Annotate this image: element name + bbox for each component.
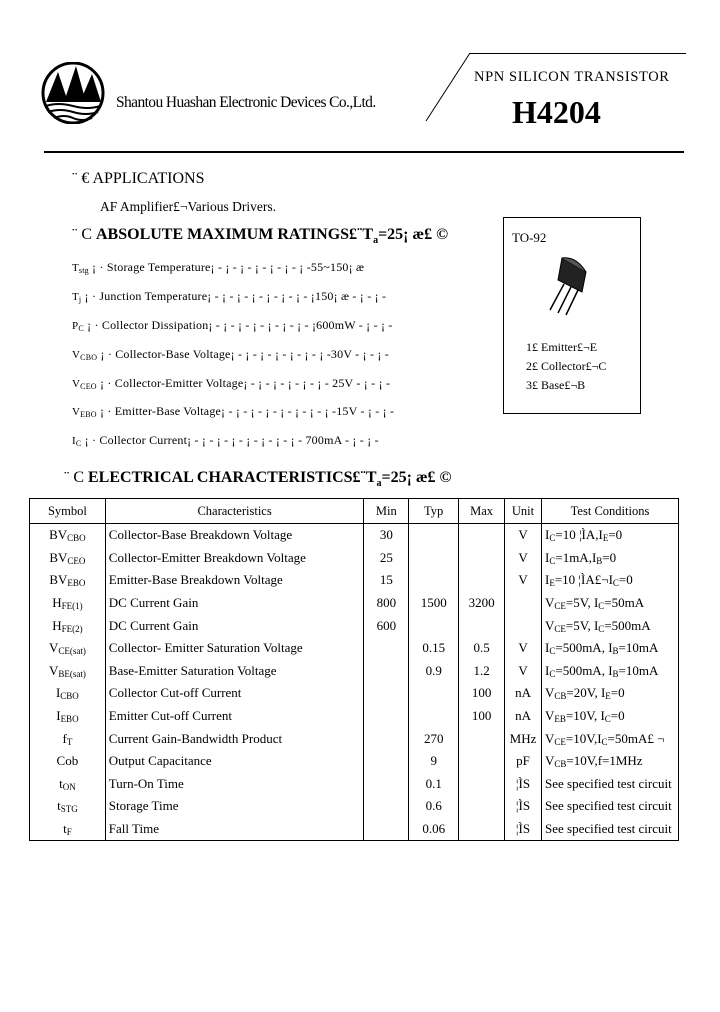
cell-symbol: $t_{ON}$ xyxy=(30,773,106,796)
cell-typ xyxy=(409,569,459,592)
table-row xyxy=(30,660,679,683)
rating-symbol-sub: C xyxy=(78,324,84,333)
table-row xyxy=(30,727,679,750)
cell-test-conditions: $I_C=500mA$, $I_B=10mA$ xyxy=(542,637,679,660)
cell-test-conditions: $V_{CB}=10V,f=1MHz$ xyxy=(542,750,679,773)
cell-symbol: $t_F$ xyxy=(30,818,106,841)
cell-unit: ¦ÌS xyxy=(505,795,542,818)
heading-text: APPLICATIONS xyxy=(92,170,205,187)
cell-characteristic: Base-Emitter Saturation Voltage xyxy=(105,660,364,683)
rating-symbol: T xyxy=(72,291,79,303)
cell-min xyxy=(364,773,409,796)
table-row xyxy=(30,818,679,841)
cell-typ: 0.9 xyxy=(409,660,459,683)
cell-unit xyxy=(505,592,542,615)
rating-symbol-sub: j xyxy=(78,295,82,304)
cell-test-conditions: $V_{EB}=10V$, $I_C=0$ xyxy=(542,705,679,728)
cell-characteristic: DC Current Gain xyxy=(105,592,364,615)
title-divider xyxy=(418,53,478,123)
cell-symbol: $t_{STG}$ xyxy=(30,795,106,818)
rating-symbol: V xyxy=(72,349,81,361)
cell-characteristic: DC Current Gain xyxy=(105,614,364,637)
cell-test-conditions: $V_{CE}=10V,I_C=50mA£$ ¬ xyxy=(542,727,679,750)
rating-marks: ¡ · xyxy=(81,433,100,447)
table-row xyxy=(30,569,679,592)
cell-characteristic: Collector-Emitter Breakdown Voltage xyxy=(105,547,364,570)
header-divider xyxy=(44,151,684,153)
table-row xyxy=(30,637,679,660)
rating-symbol-sub: EBO xyxy=(80,410,97,419)
electrical-table xyxy=(29,498,679,841)
cell-unit: V xyxy=(505,637,542,660)
table-row xyxy=(30,795,679,818)
cell-max: 3200 xyxy=(459,592,505,615)
cell-unit: MHz xyxy=(505,727,542,750)
cell-max xyxy=(459,795,505,818)
cell-max xyxy=(459,750,505,773)
cell-unit: ¦ÌS xyxy=(505,773,542,796)
cell-unit: V xyxy=(505,569,542,592)
cell-max: 100 xyxy=(459,705,505,728)
transistor-icon xyxy=(542,252,602,316)
rating-symbol-sub: stg xyxy=(78,266,89,275)
cell-min: 30 xyxy=(364,524,409,547)
cell-symbol: $BV_{CEO}$ xyxy=(30,547,106,570)
cell-max xyxy=(459,818,505,841)
cell-min xyxy=(364,660,409,683)
cell-unit: V xyxy=(505,547,542,570)
company-name: Shantou Huashan Electronic Devices Co.,Ltd. xyxy=(116,94,376,111)
rating-text: Collector Dissipation¡ - ¡ - ¡ - ¡ - ¡ - ¡ - ¡ - ¡600mW - ¡ - ¡ - xyxy=(101,318,393,332)
cell-min xyxy=(364,682,409,705)
cell-min xyxy=(364,750,409,773)
rating-text: Junction Temperature¡ - ¡ - ¡ - ¡ - ¡ - ¡ - ¡ - ¡150¡ æ - ¡ - ¡ - xyxy=(99,289,387,303)
heading-text: ABSOLUTE MAXIMUM $RATINGS£¨T_a=25¡$ æ£ © xyxy=(96,226,449,247)
table-row xyxy=(30,682,679,705)
package-box xyxy=(503,217,641,414)
rating-marks: ¡ · xyxy=(81,289,100,303)
heading-bullet: ¨ € xyxy=(72,170,90,187)
cell-min xyxy=(364,727,409,750)
rating-text: Emitter-Base Voltage¡ - ¡ - ¡ - ¡ - ¡ - ¡ - ¡ - ¡ -15V - ¡ - ¡ - xyxy=(114,404,395,418)
rating-symbol-sub: C xyxy=(75,439,82,448)
cell-max xyxy=(459,773,505,796)
applications-heading xyxy=(72,170,204,188)
rating-text: Collector Current¡ - ¡ - ¡ - ¡ - ¡ - ¡ - ¡ - ¡ - 700mA - ¡ - ¡ - xyxy=(99,433,379,447)
cell-min: 800 xyxy=(364,592,409,615)
heading-bullet: ¨ C xyxy=(64,469,84,486)
rating-text: Storage Temperature¡ - ¡ - ¡ - ¡ - ¡ - ¡ - ¡ -55~150¡ æ xyxy=(106,260,365,274)
rating-text: Collector-Emitter Voltage¡ - ¡ - ¡ - ¡ - ¡ - ¡ - 25V - ¡ - ¡ - xyxy=(114,376,391,390)
cell-max: 1.2 xyxy=(459,660,505,683)
rating-line xyxy=(72,404,394,419)
cell-symbol: $I_{EBO}$ xyxy=(30,705,106,728)
cell-unit: V xyxy=(505,660,542,683)
pin-3: 3£ Base£¬B xyxy=(526,378,586,392)
cell-max xyxy=(459,524,505,547)
applications-text: AF Amplifier£¬Various Drivers. xyxy=(100,199,276,214)
table-header-row xyxy=(30,499,679,524)
cell-unit: V xyxy=(505,524,542,547)
rating-line xyxy=(72,347,389,362)
cell-symbol: Cob xyxy=(30,750,106,773)
table-row xyxy=(30,614,679,637)
cell-characteristic: Collector Cut-off Current xyxy=(105,682,364,705)
heading-text: ELECTRICAL $CHARACTERISTICS£¨T_a=25¡$ æ£ © xyxy=(88,469,452,490)
table-row xyxy=(30,592,679,615)
title-rule xyxy=(470,53,686,54)
cell-min xyxy=(364,637,409,660)
rating-line xyxy=(72,376,390,391)
cell-typ: 270 xyxy=(409,727,459,750)
table-row xyxy=(30,773,679,796)
cell-characteristic: Current Gain-Bandwidth Product xyxy=(105,727,364,750)
rating-marks: ¡ · xyxy=(97,347,116,361)
col-max: Max xyxy=(459,499,505,524)
rating-line xyxy=(72,433,379,448)
col-min: Min xyxy=(364,499,409,524)
cell-unit: nA xyxy=(505,705,542,728)
table-row xyxy=(30,524,679,547)
table-row xyxy=(30,750,679,773)
cell-characteristic: Storage Time xyxy=(105,795,364,818)
cell-test-conditions: See specified test circuit xyxy=(542,818,679,841)
cell-min: 600 xyxy=(364,614,409,637)
cell-test-conditions: $I_C=10$ $¦ÌA,I_E=0$ xyxy=(542,524,679,547)
rating-text: Collector-Base Voltage¡ - ¡ - ¡ - ¡ - ¡ - ¡ - ¡ -30V - ¡ - ¡ - xyxy=(115,347,389,361)
rating-symbol: I xyxy=(72,435,76,447)
cell-characteristic: Fall Time xyxy=(105,818,364,841)
col-test-conditions: Test Conditions xyxy=(542,499,679,524)
cell-unit: pF xyxy=(505,750,542,773)
company-logo xyxy=(38,62,108,124)
cell-max xyxy=(459,614,505,637)
cell-typ: 9 xyxy=(409,750,459,773)
cell-symbol: $BV_{CBO}$ xyxy=(30,524,106,547)
cell-symbol: $H_{FE(2)}$ xyxy=(30,614,106,637)
cell-characteristic: Collector-Base Breakdown Voltage xyxy=(105,524,364,547)
cell-characteristic: Emitter Cut-off Current xyxy=(105,705,364,728)
table-row xyxy=(30,547,679,570)
pin-1: 1£ Emitter£¬E xyxy=(526,340,598,354)
cell-typ: 0.06 xyxy=(409,818,459,841)
rating-marks: ¡ · xyxy=(96,376,115,390)
package-label: TO-92 xyxy=(512,230,547,245)
cell-unit: ¦ÌS xyxy=(505,818,542,841)
cell-typ xyxy=(409,682,459,705)
cell-max: 100 xyxy=(459,682,505,705)
rating-symbol-sub: CEO xyxy=(80,382,97,391)
rating-marks: ¡ · xyxy=(83,318,102,332)
rating-line xyxy=(72,318,393,333)
cell-test-conditions: $I_C=500mA$, $I_B=10mA$ xyxy=(542,660,679,683)
cell-symbol: $V_{CE(sat)}$ xyxy=(30,637,106,660)
device-type: NPN SILICON TRANSISTOR xyxy=(474,69,670,85)
rating-marks: ¡ · xyxy=(88,260,107,274)
cell-test-conditions: $I_C=1mA,I_B=0$ xyxy=(542,547,679,570)
table-row xyxy=(30,705,679,728)
cell-typ xyxy=(409,547,459,570)
part-number: H4204 xyxy=(512,94,601,130)
cell-symbol: $f_T$ xyxy=(30,727,106,750)
cell-test-conditions: $I_E=10$ $¦ÌA£\neg I_C=0$ xyxy=(542,569,679,592)
cell-symbol: $I_{CBO}$ xyxy=(30,682,106,705)
absolute-ratings-heading xyxy=(72,226,448,246)
cell-symbol: $H_{FE(1)}$ xyxy=(30,592,106,615)
cell-max xyxy=(459,727,505,750)
cell-test-conditions: $V_{CB}=20V$, $I_E=0$ xyxy=(542,682,679,705)
cell-typ: 1500 xyxy=(409,592,459,615)
cell-min xyxy=(364,705,409,728)
cell-test-conditions: $V_{CE}=5V$, $I_C=500mA$ xyxy=(542,614,679,637)
rating-line xyxy=(72,289,386,304)
cell-min: 15 xyxy=(364,569,409,592)
cell-test-conditions: See specified test circuit xyxy=(542,795,679,818)
rating-symbol: T xyxy=(72,262,79,274)
cell-min xyxy=(364,795,409,818)
cell-max: 0.5 xyxy=(459,637,505,660)
cell-characteristic: Emitter-Base Breakdown Voltage xyxy=(105,569,364,592)
cell-characteristic: Output Capacitance xyxy=(105,750,364,773)
col-symbol: Symbol xyxy=(30,499,106,524)
cell-unit: nA xyxy=(505,682,542,705)
cell-typ: 0.6 xyxy=(409,795,459,818)
rating-line xyxy=(72,260,364,275)
cell-typ: 0.15 xyxy=(409,637,459,660)
rating-marks: ¡ · xyxy=(96,404,115,418)
cell-max xyxy=(459,547,505,570)
cell-characteristic: Turn-On Time xyxy=(105,773,364,796)
cell-typ xyxy=(409,614,459,637)
rating-symbol: V xyxy=(72,378,81,390)
cell-typ xyxy=(409,705,459,728)
cell-typ: 0.1 xyxy=(409,773,459,796)
col-unit: Unit xyxy=(505,499,542,524)
cell-typ xyxy=(409,524,459,547)
pin-2: 2£ Collector£¬C xyxy=(526,359,607,373)
cell-min: 25 xyxy=(364,547,409,570)
rating-symbol-sub: CBO xyxy=(80,353,98,362)
cell-max xyxy=(459,569,505,592)
cell-symbol: $V_{BE(sat)}$ xyxy=(30,660,106,683)
cell-characteristic: Collector- Emitter Saturation Voltage xyxy=(105,637,364,660)
cell-min xyxy=(364,818,409,841)
col-characteristics: Characteristics xyxy=(105,499,364,524)
col-typ: Typ xyxy=(409,499,459,524)
rating-symbol: V xyxy=(72,406,81,418)
cell-test-conditions: See specified test circuit xyxy=(542,773,679,796)
cell-symbol: $BV_{EBO}$ xyxy=(30,569,106,592)
electrical-heading xyxy=(64,469,451,489)
cell-test-conditions: $V_{CE}=5V$, $I_C=50mA$ xyxy=(542,592,679,615)
cell-unit xyxy=(505,614,542,637)
heading-bullet: ¨ C xyxy=(72,226,92,243)
rating-symbol: P xyxy=(72,320,79,332)
